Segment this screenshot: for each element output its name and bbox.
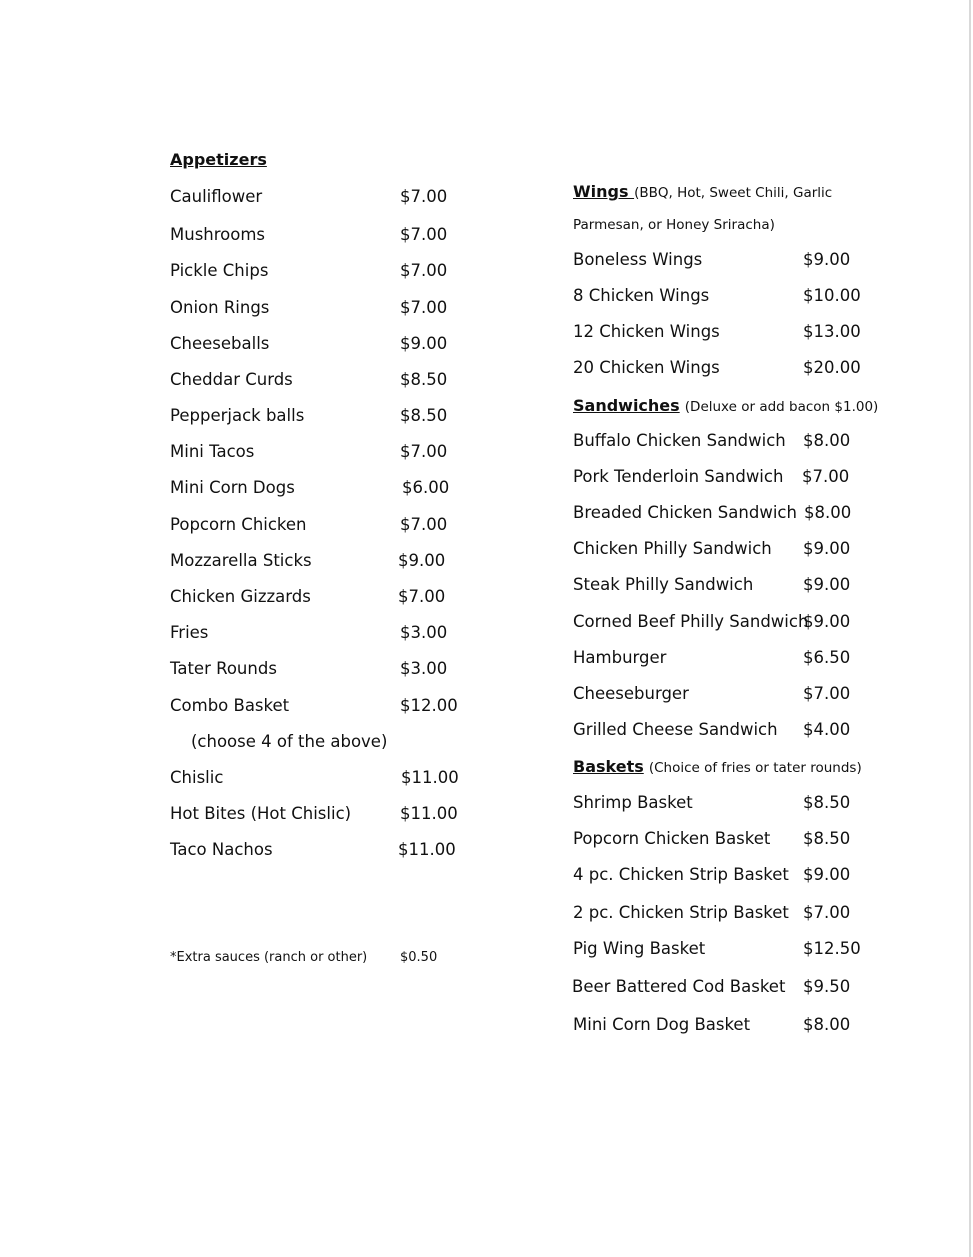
appetizer-name: Pickle Chips: [170, 261, 269, 280]
appetizer-price: $9.00: [398, 551, 446, 570]
page-edge-divider: [969, 0, 971, 1257]
appetizer-price: $7.00: [400, 225, 448, 244]
basket-name: Pig Wing Basket: [573, 939, 706, 958]
appetizer-price: $7.00: [398, 587, 446, 606]
appetizer-price: $8.50: [400, 370, 448, 389]
sandwich-price: $9.00: [803, 539, 851, 558]
appetizer-name: Cauliflower: [170, 187, 263, 206]
sandwich-price: $8.00: [804, 503, 852, 522]
basket-price: $8.50: [803, 829, 851, 848]
appetizers-heading: Appetizers: [170, 150, 267, 169]
appetizer-price: $3.00: [400, 623, 448, 642]
appetizer-name: Popcorn Chicken: [170, 515, 307, 534]
appetizer-name: Taco Nachos: [170, 840, 273, 859]
appetizer-price: $3.00: [400, 659, 448, 678]
extra-sauces-price: $0.50: [400, 950, 438, 965]
appetizer-name: Chicken Gizzards: [170, 587, 311, 606]
sandwich-price: $8.00: [803, 431, 851, 450]
appetizer-name: Combo Basket: [170, 696, 290, 715]
wings-item-price: $20.00: [803, 358, 861, 377]
basket-price: $12.50: [803, 939, 861, 958]
appetizer-price: $7.00: [400, 515, 448, 534]
basket-price: $8.00: [803, 1015, 851, 1034]
sandwich-name: Corned Beef Philly Sandwich: [573, 612, 809, 631]
wings-sauce-note-continued: Parmesan, or Honey Sriracha): [573, 217, 775, 233]
baskets-heading: Baskets: [573, 757, 644, 776]
basket-name: Mini Corn Dog Basket: [573, 1015, 751, 1034]
wings-item-price: $13.00: [803, 322, 861, 341]
appetizer-name: Mozzarella Sticks: [170, 551, 312, 570]
wings-item-price: $10.00: [803, 286, 861, 305]
baskets-heading-line: [573, 759, 862, 776]
sandwich-name: Cheeseburger: [573, 684, 689, 703]
appetizer-name: Hot Bites (Hot Chislic): [170, 804, 352, 823]
wings-item-name: 20 Chicken Wings: [573, 358, 720, 377]
appetizer-name: Tater Rounds: [170, 659, 277, 678]
basket-price: $7.00: [803, 903, 851, 922]
sandwich-price: $9.00: [803, 575, 851, 594]
appetizer-price: $12.00: [400, 696, 458, 715]
sandwich-price: $4.00: [803, 720, 851, 739]
sandwich-name: Steak Philly Sandwich: [573, 575, 754, 594]
basket-price: $8.50: [803, 793, 851, 812]
appetizer-name: Mushrooms: [170, 225, 266, 244]
sandwich-price: $7.00: [802, 467, 850, 486]
extra-sauces-label: *Extra sauces (ranch or other): [170, 950, 368, 965]
basket-price: $9.50: [803, 977, 851, 996]
appetizer-name: Onion Rings: [170, 298, 270, 317]
appetizer-price: $6.00: [402, 478, 450, 497]
basket-name: Beer Battered Cod Basket: [572, 977, 786, 996]
sandwich-name: Breaded Chicken Sandwich: [573, 503, 797, 522]
sandwiches-heading-line: [573, 398, 878, 415]
sandwich-name: Grilled Cheese Sandwich: [573, 720, 778, 739]
appetizer-price: $11.00: [398, 840, 456, 859]
sandwich-price: $7.00: [803, 684, 851, 703]
sandwich-name: Chicken Philly Sandwich: [573, 539, 772, 558]
sandwich-name: Buffalo Chicken Sandwich: [573, 431, 786, 450]
sandwiches-heading: Sandwiches: [573, 396, 680, 415]
sandwiches-note: (Deluxe or add bacon $1.00): [684, 399, 879, 415]
appetizer-price: $7.00: [400, 187, 448, 206]
appetizer-price: $11.00: [400, 804, 458, 823]
wings-item-price: $9.00: [803, 250, 851, 269]
basket-name: Shrimp Basket: [573, 793, 693, 812]
appetizer-price: $8.50: [400, 406, 448, 425]
combo-basket-note: (choose 4 of the above): [191, 732, 388, 751]
wings-item-name: 8 Chicken Wings: [573, 286, 710, 305]
appetizer-price: $7.00: [400, 298, 448, 317]
appetizer-price: $11.00: [401, 768, 459, 787]
appetizer-name: Chislic: [170, 768, 224, 787]
wings-item-name: 12 Chicken Wings: [573, 322, 720, 341]
sandwich-price: $9.00: [803, 612, 851, 631]
sandwich-name: Pork Tenderloin Sandwich: [573, 467, 784, 486]
baskets-note: (Choice of fries or tater rounds): [648, 760, 862, 776]
sandwich-price: $6.50: [803, 648, 851, 667]
appetizer-name: Mini Corn Dogs: [170, 478, 295, 497]
sandwich-name: Hamburger: [573, 648, 667, 667]
wings-heading-line: [573, 184, 832, 201]
appetizer-name: Fries: [170, 623, 209, 642]
basket-name: Popcorn Chicken Basket: [573, 829, 771, 848]
appetizer-price: $9.00: [400, 334, 448, 353]
appetizer-name: Cheeseballs: [170, 334, 270, 353]
appetizer-name: Pepperjack balls: [170, 406, 305, 425]
appetizer-price: $7.00: [400, 261, 448, 280]
appetizer-name: Cheddar Curds: [170, 370, 293, 389]
wings-sauce-note: (BBQ, Hot, Sweet Chili, Garlic: [634, 185, 833, 201]
wings-item-name: Boneless Wings: [573, 250, 703, 269]
basket-name: 4 pc. Chicken Strip Basket: [573, 865, 789, 884]
appetizer-price: $7.00: [400, 442, 448, 461]
appetizer-name: Mini Tacos: [170, 442, 255, 461]
basket-name: 2 pc. Chicken Strip Basket: [573, 903, 789, 922]
basket-price: $9.00: [803, 865, 851, 884]
wings-heading: Wings: [573, 182, 635, 201]
